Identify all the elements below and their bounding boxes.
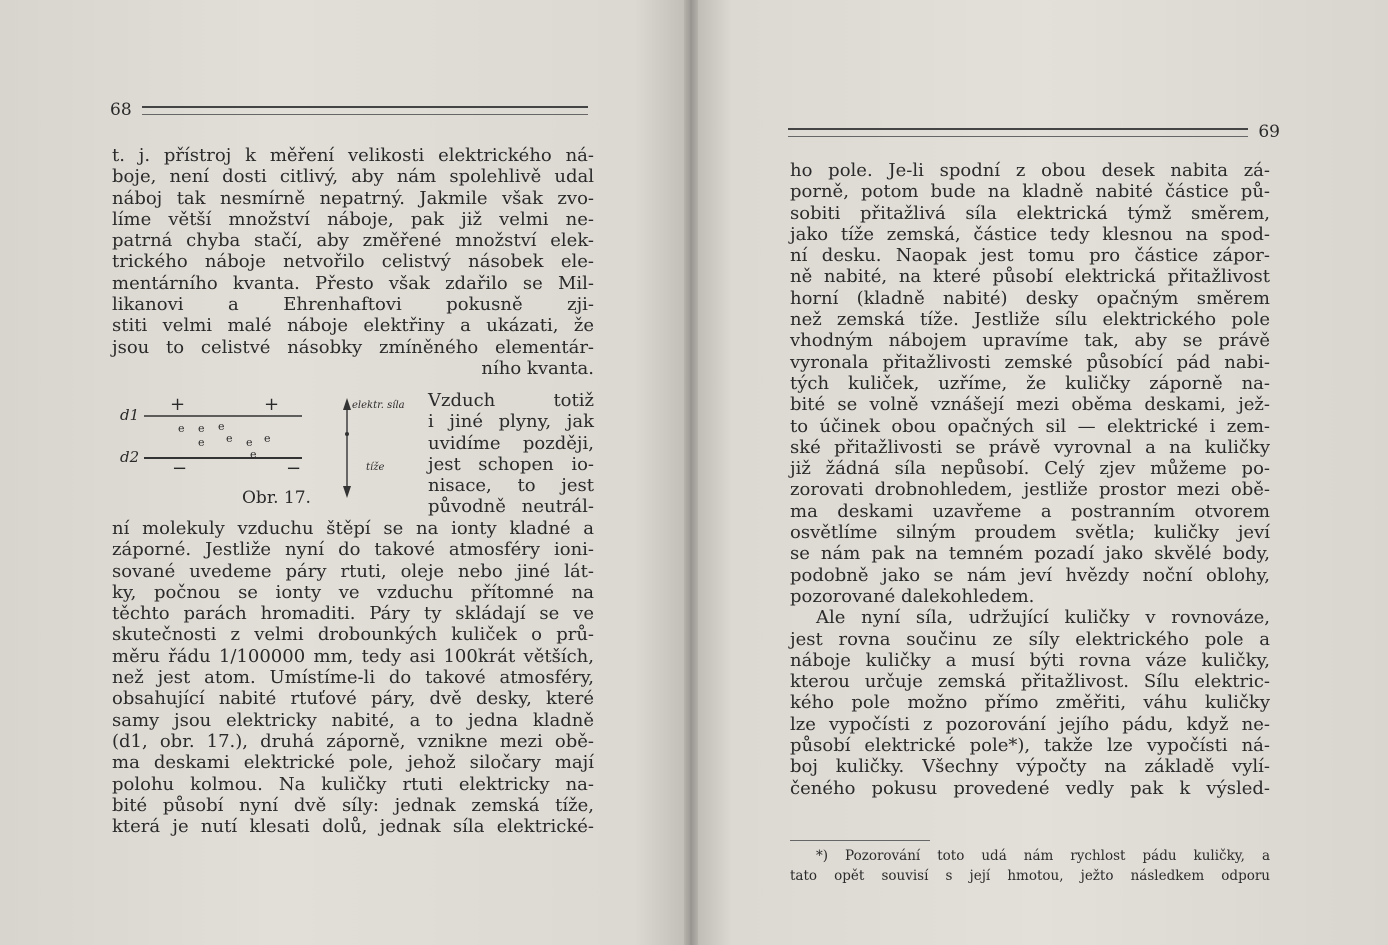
text-line: vyronala přitažlivosti zemské působící pád nabi-: [790, 351, 1270, 373]
text-line: osvětlíme silným proudem světla; kuličky jeví: [790, 522, 1270, 544]
minus-sign: −: [172, 458, 188, 479]
label-d2: d2: [120, 448, 140, 466]
text-line: jest schopen io-: [428, 453, 594, 475]
header-rule: [788, 128, 1248, 137]
header-rule: [142, 106, 588, 115]
text-line: vhodným nábojem upravíme tak, aby se právě: [790, 330, 1270, 352]
text-line: se nám pak na temném pozadí jako skvělé body,: [790, 543, 1270, 565]
text-line: měru řádu 1/100000 mm, tedy asi 100krát větších,: [112, 645, 594, 667]
text-line: sované uvedeme páry rtuti, oleje nebo jiné lát-: [112, 560, 594, 582]
footnote-rule: [790, 840, 930, 841]
text-line: porně, potom bude na kladně nabité částice pů-: [790, 181, 1270, 203]
left-text-bottom: [112, 518, 594, 837]
charge-label: e: [246, 436, 253, 449]
charge-label: e: [178, 422, 185, 435]
text-line: působí elektrické pole*), takže lze vypočísti ná-: [790, 735, 1270, 757]
plus-sign: +: [264, 394, 280, 415]
text-line: trického náboje netvořilo celistvý násobek ele-: [112, 251, 594, 273]
plus-sign: +: [170, 394, 186, 415]
text-line: náboj tak nesmírně nepatrný. Jakmile však zvo-: [112, 187, 594, 209]
text-line: tých kuliček, uzříme, že kuličky záporně na-: [790, 372, 1270, 394]
text-line: mentárního kvanta. Přesto však zdařilo se Mil-: [112, 272, 594, 294]
text-line: ma deskami elektrické pole, jehož siločary mají: [112, 752, 594, 774]
force-electric-label: elektr. síla: [352, 400, 405, 411]
text-line: to účinek obou opačných sil — elektrické i zem-: [790, 415, 1270, 437]
left-page: [0, 0, 690, 945]
right-page-header: [788, 122, 1280, 142]
text-line: Vzduch totiž: [428, 390, 594, 411]
text-line: boje, není dosti citlivý, aby nám spolehlivě udal: [112, 166, 594, 188]
text-line: Ale nyní síla, udržující kuličky v rovnováze,: [816, 607, 1270, 629]
charge-label: e: [226, 432, 233, 445]
charge-label: e: [218, 420, 225, 433]
text-line: těchto parách hromaditi. Páry ty skládají se ve: [112, 603, 594, 625]
text-line: jako tíže zemská, částice tedy klesnou na spod-: [790, 223, 1270, 245]
minus-sign: −: [286, 458, 302, 479]
text-line: uvidíme později,: [428, 432, 594, 454]
page-number: 68: [110, 100, 132, 120]
book-gutter: [684, 0, 698, 945]
text-line: již žádná síla nepůsobí. Celý zjev můžeme po-: [790, 458, 1270, 480]
text-line: patrná chyba stačí, aby změřené množství elek-: [112, 230, 594, 252]
right-page: [690, 0, 1388, 945]
page-number: 69: [1258, 122, 1280, 142]
text-line: *) Pozorování toto udá nám rychlost pádu kuličky, a: [816, 848, 1270, 864]
text-line: lze vypočísti z pozorování jejího pádu, když ne-: [790, 713, 1270, 735]
text-line: tato opět souvisí s její hmotou, ježto následkem odporu: [790, 868, 1270, 884]
text-line: i jiné plyny, jak: [428, 411, 594, 433]
text-line: kého pole možno přímo změřiti, váhu kuličky: [790, 692, 1270, 714]
left-text-wrap: [428, 390, 594, 518]
text-line: boj kuličky. Všechny výpočty na základě vylí-: [790, 756, 1270, 778]
force-gravity-label: tíže: [366, 462, 385, 473]
text-line: polohu kolmou. Na kuličky rtuti elektricky na-: [112, 773, 594, 795]
text-line: ního kvanta.: [481, 357, 594, 379]
text-line: likanovi a Ehrenhaftovi pokusně zji-: [112, 294, 594, 316]
charge-label: e: [198, 436, 205, 449]
text-line: ní molekuly vzduchu štěpí se na ionty kladné a: [112, 518, 594, 539]
text-line: (d1, obr. 17.), druhá záporně, vznikne mezi obě-: [112, 730, 594, 752]
left-text-top: [112, 145, 594, 379]
label-d1: d1: [120, 406, 140, 424]
text-line: náboje kuličky a musí býti rovna váze kuličky,: [790, 649, 1270, 671]
text-line: než jest atom. Umístíme-li do takové atmosféry,: [112, 667, 594, 689]
text-line: jsou to celistvé násobky zmíněného elementár-: [112, 336, 594, 358]
text-line: kterou určuje zemská přitažlivost. Sílu elektric-: [790, 671, 1270, 693]
text-line: skutečnosti z velmi drobounkých kuliček o prů-: [112, 624, 594, 646]
text-line: horní (kladně nabité) desky opačným směrem: [790, 287, 1270, 309]
text-line: která je nutí klesati dolů, jednak síla elektrické-: [112, 816, 594, 838]
text-line: původně neutrál-: [428, 496, 594, 518]
text-line: samy jsou elektricky nabité, a to jedna kladně: [112, 709, 594, 731]
charge-label: e: [264, 432, 271, 445]
text-line: líme větší množství náboje, pak již velmi ne-: [112, 208, 594, 230]
text-line: ské přitažlivosti se právě vyrovnal a na kuličky: [790, 436, 1270, 458]
figure-caption: Obr. 17.: [242, 488, 311, 508]
text-line: pozorované dalekohledem.: [790, 585, 1035, 607]
charge-label: e: [250, 448, 257, 461]
text-line: bité se volně vznášejí mezi oběma deskami, jež-: [790, 394, 1270, 416]
text-line: záporné. Jestliže nyní do takové atmosféry ioni-: [112, 539, 594, 561]
text-line: ky, počnou se ionty ve vzduchu přítomné na: [112, 581, 594, 603]
text-line: t. j. přístroj k měření velikosti elektrického ná-: [112, 145, 594, 166]
text-line: bité působí nyní dvě síly: jednak zemská tíže,: [112, 794, 594, 816]
text-line: ně nabité, na které působí elektrická přitažlivost: [790, 266, 1270, 288]
text-line: stiti velmi malé náboje elektřiny a ukázati, že: [112, 315, 594, 337]
text-line: ní desku. Naopak jest tomu pro částice zápor-: [790, 245, 1270, 267]
text-line: nisace, to jest: [428, 475, 594, 497]
text-line: ma deskami uzavřeme a postranním otvorem: [790, 500, 1270, 522]
left-page-header: [110, 100, 588, 120]
charge-label: e: [198, 422, 205, 435]
text-line: obsahující nabité rtuťové páry, dvě desky, které: [112, 688, 594, 710]
text-line: podobně jako se nám jeví hvězdy noční oblohy,: [790, 564, 1270, 586]
footnote: [790, 846, 1270, 886]
text-line: jest rovna součinu ze síly elektrického pole a: [790, 628, 1270, 650]
text-line: zorovati drobnohledem, jestliže prostor mezi obě-: [790, 479, 1270, 501]
right-text: [790, 160, 1270, 799]
figure-17: [114, 392, 414, 512]
text-line: čeného pokusu provedené vedly pak k výsled-: [790, 777, 1270, 799]
text-line: sobiti přitažlivá síla elektrická týmž směrem,: [790, 202, 1270, 224]
text-line: ho pole. Je-li spodní z obou desek nabita zá-: [790, 160, 1270, 181]
text-line: než zemská tíže. Jestliže sílu elektrického pole: [790, 309, 1270, 331]
